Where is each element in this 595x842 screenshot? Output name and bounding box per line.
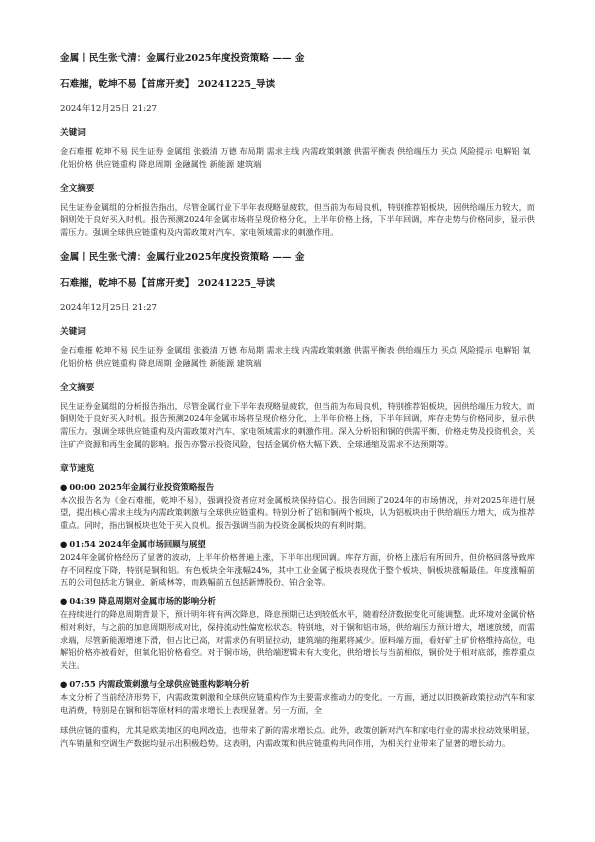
chapter-text: 在持续进行的降息周期背景下，预计明年将有两次降息，降息预期已达到较低水平，随着经济数据变化可能调整。此环境对金属价格相对利好，与之前的加息周期形成对比，保持流动性偏宽松状态。特别地，对于铜和铝市场，供给端压力预计增大，增速放缓，而需求端，尽管新能源增速下滑，但占比已高，对需求仍有明显拉动，建筑端的拖累将减少。原料端方面，看好矿土矿价格维持高位，电解铝价格亦被看好，但氧化铝价格看空。对于铜市场，供给端逻辑未有大变化，供给增长与当前相似，铜价处于相对底部，推荐重点关注。: [60, 608, 535, 671]
chapter-item: [60, 678, 535, 750]
doc-date: 2024年12月25日 21:27: [60, 104, 158, 114]
chapter-title: [60, 678, 535, 691]
chapter-item: [60, 538, 535, 589]
summary-text: 民生证券金属组的分析报告指出，尽管金属行业下半年表现略显疲软，但当前为布局良机，特别推荐铝板块，因供给端压力较大，而铜则处于良好买入时机。报告预测2024年金属市场将呈现价格分化，上半年价格上扬，下半年回调，库存走势与价格同步，显示供需压力。强调全球供应链重构及内需政策对汽车、家电领域需求的刺激作用。深入分析铝和铜的供需平衡、价格走势及投资机会，关注矿产资源和再生金属的影响。报告亦警示投资风险，包括金属价格大幅下跌、全球通缩及需求不达预期等。: [60, 400, 535, 449]
keywords-text: 金石难摧 乾坤不易 民生证券 金属组 张毅清 万德 布局期 需求主线 内需政策刺激 供需平衡表 供给端压力 买点 风险提示 电解铝 氧化铝价格 供应链重构 降息周期 金融属性 新能源 建筑端: [60, 344, 531, 368]
chapter-title-text: 07:55 内需政策刺激与全球供应链重构影响分析: [69, 678, 250, 689]
summary-heading: 全文摘要: [60, 382, 95, 393]
doc-title: 金属丨民生张弋清：金属行业2025年度投资策略 —— 金: [60, 53, 305, 64]
chapter-title-text: 01:54 2024年金属市场回顾与展望: [69, 538, 206, 549]
bullet-icon: ●: [60, 596, 68, 607]
doc-authors: 石难摧，乾坤不易【首席开麦】 20241225_导读: [60, 277, 276, 289]
bullet-icon: ●: [60, 538, 68, 549]
chapters-heading: 章节速览: [60, 463, 95, 474]
summary-heading: 全文摘要: [60, 183, 95, 194]
chapter-text-continued: 球供应链的重构，尤其是欧美地区的电网改造，也带来了新的需求增长点。此外，政策创新对汽车和家电行业的需求拉动效果明显，汽车销量和空调生产数据均显示出积极趋势。这表明，内需政策和供应链重构共同作用，为相关行业带来了显著的增长动力。: [60, 725, 535, 749]
keywords-heading: 关键词: [60, 128, 86, 138]
doc-date: 2024年12月25日 21:27: [60, 302, 158, 313]
bullet-icon: ●: [60, 678, 68, 689]
keywords-text: 金石难摧 乾坤不易 民生证券 金属组 张毅清 万德 布局期 需求主线 内需政策刺激 供需平衡表 供给端压力 买点 风险提示 电解铝 氧化铝价格 供应链重构 降息周期 金融属性 新能源 建筑端: [60, 146, 531, 169]
doc-title: 金属丨民生张弋清：金属行业2025年度投资策略 —— 金: [60, 251, 305, 263]
chapter-title: [60, 538, 535, 551]
chapter-title-text: 04:39 降息周期对金属市场的影响分析: [69, 596, 216, 607]
chapter-text: 2024年金属价格经历了显著的波动，上半年价格普遍上涨，下半年出现回调。库存方面，价格上涨后有所回升，但价格回落导致库存不同程度下降，特别是铜和铝。有色板块全年涨幅24%，其中工业金属子板块表现优于整个板块，铜板块涨幅最佳。年度涨幅前五的公司包括北方铜业、新威林等，而跌幅前五包括新博股份、铂合金等。: [60, 551, 535, 588]
chapter-text: 本次报告名为《金石难摧，乾坤不易》，强调投资者应对金属板块保持信心。报告回顾了2024年的市场情况，并对2025年进行展望，提出核心需求主线为内需政策刺激与全球供应链重构。特别分析了铝和铜两个板块，认为铝板块由于供给端压力增大，成为推荐重点。同时，指出铜板块也处于买入良机。报告强调当前为投资金属板块的有利时期。: [60, 494, 535, 531]
chapter-item: [60, 481, 535, 532]
section-gap: [60, 239, 535, 251]
doc-authors: 石难摧，乾坤不易【首席开麦】 20241225_导读: [60, 79, 276, 90]
chapter-title: [60, 481, 535, 494]
summary-text: 民生证券金属组的分析报告指出，尽管金属行业下半年表现略显疲软，但当前为布局良机，特别推荐铝板块，因供给端压力较大，而铜则处于良好买入时机。报告预测2024年金属市场将呈现价格分化，上半年价格上扬，下半年回调，库存走势与价格同步，显示供需压力。强调全球供应链重构及内需政策对汽车、家电领域需求的刺激作用。: [60, 201, 535, 238]
chapter-title: [60, 595, 535, 608]
chapter-title-text: 00:00 2025年金属行业投资策略报告: [69, 481, 215, 492]
chapter-item: [60, 595, 535, 672]
keywords-heading: 关键词: [60, 326, 86, 337]
chapter-text: 本文分析了当前经济形势下，内需政策刺激和全球供应链重构作为主要需求推动力的变化。一方面，通过以旧换新政策拉动汽车和家电消费，特别是在铜和铝等原材料的需求增长上表现显著。另一方面，全: [60, 691, 535, 715]
bullet-icon: ●: [60, 481, 68, 492]
document-page: [60, 52, 535, 750]
